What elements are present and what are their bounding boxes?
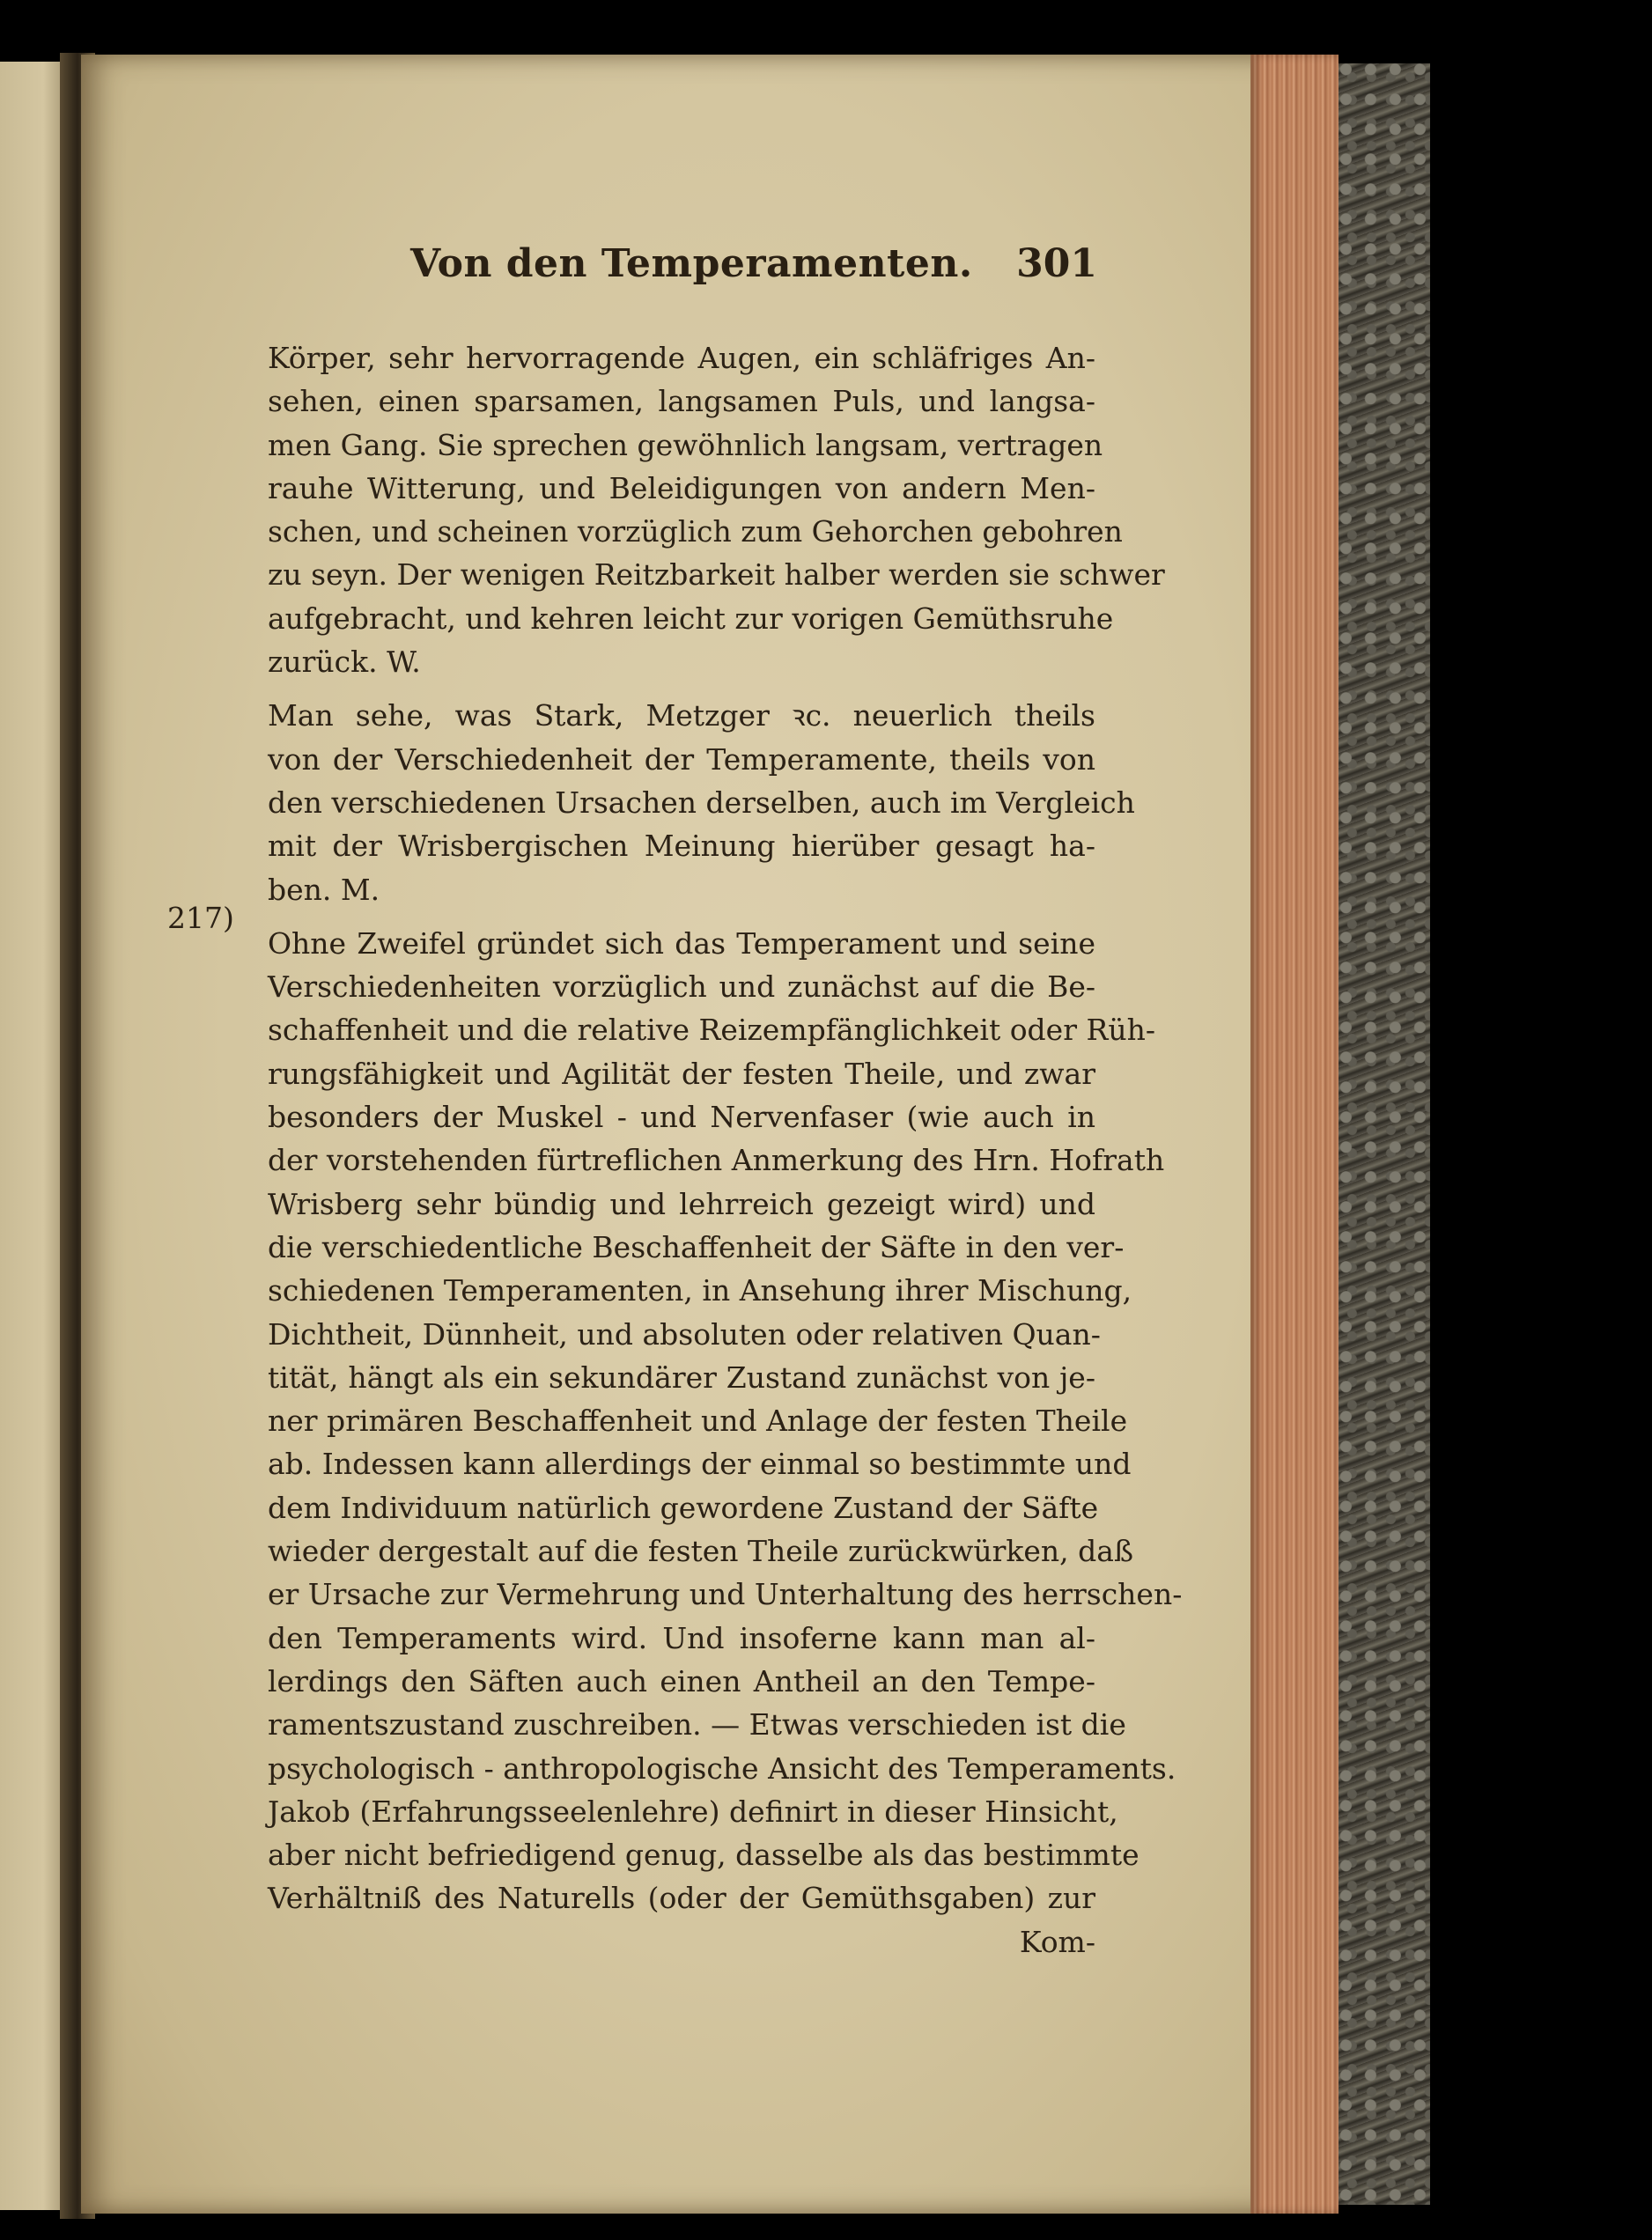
paragraph — [268, 694, 1135, 910]
page-edges — [1250, 55, 1339, 2214]
text-line: ramentszustand zuschreiben. — Etwas verschieden ist die — [268, 1707, 1126, 1743]
text-line: schen, und scheinen vorzüglich zum Gehorchen gebohren — [268, 514, 1123, 549]
text-line: zurück. W. — [268, 645, 421, 680]
text-line: der vorstehenden fürtreflichen Anmerkung des Hrn. Hofrath — [268, 1143, 1165, 1178]
text-line: sehen, einen sparsamen, langsamen Puls, und langsa- — [268, 384, 1095, 419]
text-line: Wrisberg sehr bündig und lehrreich gezeigt wird) und — [268, 1186, 1095, 1221]
text-line: Verhältniß des Naturells (oder der Gemüthsgaben) zur — [268, 1881, 1095, 1916]
body-text — [268, 336, 1183, 1964]
text-line: Dichtheit, Dünnheit, und absoluten oder relativen Quan- — [268, 1316, 1101, 1352]
text-line: Körper, sehr hervorragende Augen, ein schläfriges An- — [268, 341, 1095, 375]
text-line: Ohne Zweifel gründet sich das Temperament und seine — [268, 925, 1095, 961]
text-line: besonders der Muskel - und Nervenfaser (wie auch in — [268, 1100, 1095, 1135]
text-line: ben. M. — [268, 872, 380, 907]
page-header — [410, 241, 1097, 294]
text-line: die verschiedentliche Beschaffenheit der Säfte in den ver- — [268, 1229, 1125, 1264]
text-line: den verschiedenen Ursachen derselben, auch im Vergleich — [268, 785, 1135, 820]
text-line: Man sehe, was Stark, Metzger ꝛc. neuerlich theils — [268, 698, 1095, 733]
text-line: aufgebracht, und kehren leicht zur vorigen Gemüthsruhe — [268, 601, 1114, 636]
paragraph — [268, 922, 1183, 1964]
text-line: schaffenheit und die relative Reizempfänglichkeit oder Rüh- — [268, 1013, 1155, 1048]
text-line: rungsfähigkeit und Agilität der festen Theile, und zwar — [268, 1056, 1095, 1091]
text-line: den Temperaments wird. Und insoferne kann man al- — [268, 1620, 1095, 1655]
text-line: aber nicht befriedigend genug, dasselbe als das bestimmte — [268, 1838, 1139, 1873]
paragraph-number: 217) — [167, 901, 234, 935]
text-line: Jakob (Erfahrungsseelenlehre) definirt in dieser Hinsicht, — [268, 1794, 1118, 1829]
text-line: Verschiedenheiten vorzüglich und zunächst auf die Be- — [268, 969, 1095, 1005]
marbled-cover-board — [1339, 63, 1430, 2205]
paragraph — [268, 336, 1165, 683]
text-line: wieder dergestalt auf die festen Theile zurückwürken, daß — [268, 1534, 1133, 1569]
running-title: Von den Temperamenten. — [410, 241, 973, 286]
text-line: ab. Indessen kann allerdings der einmal so bestimmte und — [268, 1447, 1132, 1482]
text-line: dem Individuum natürlich gewordene Zustand der Säfte — [268, 1490, 1099, 1525]
text-line: mit der Wrisbergischen Meinung hierüber gesagt ha- — [268, 829, 1095, 864]
text-line: tität, hängt als ein sekundärer Zustand zunächst von je- — [268, 1359, 1095, 1395]
text-line: er Ursache zur Vermehrung und Unterhaltung des herrschen- — [268, 1577, 1183, 1612]
page-number: 301 — [1016, 241, 1097, 286]
text-line: psychologisch - anthropologische Ansicht des Temperaments. — [268, 1750, 1176, 1786]
text-line: lerdings den Säften auch einen Antheil an den Tempe- — [268, 1663, 1095, 1698]
text-line: ner primären Beschaffenheit und Anlage der festen Theile — [268, 1404, 1128, 1439]
text-line: von der Verschiedenheit der Temperamente, theils von — [268, 741, 1095, 777]
text-line: schiedenen Temperamenten, in Ansehung ihrer Mischung, — [268, 1273, 1132, 1308]
text-line: men Gang. Sie sprechen gewöhnlich langsam, vertragen — [268, 427, 1103, 462]
text-line: rauhe Witterung, und Beleidigungen von andern Men- — [268, 470, 1095, 505]
catchword: Kom- — [1019, 1924, 1095, 1959]
text-line: zu seyn. Der wenigen Reitzbarkeit halber werden sie schwer — [268, 557, 1165, 593]
